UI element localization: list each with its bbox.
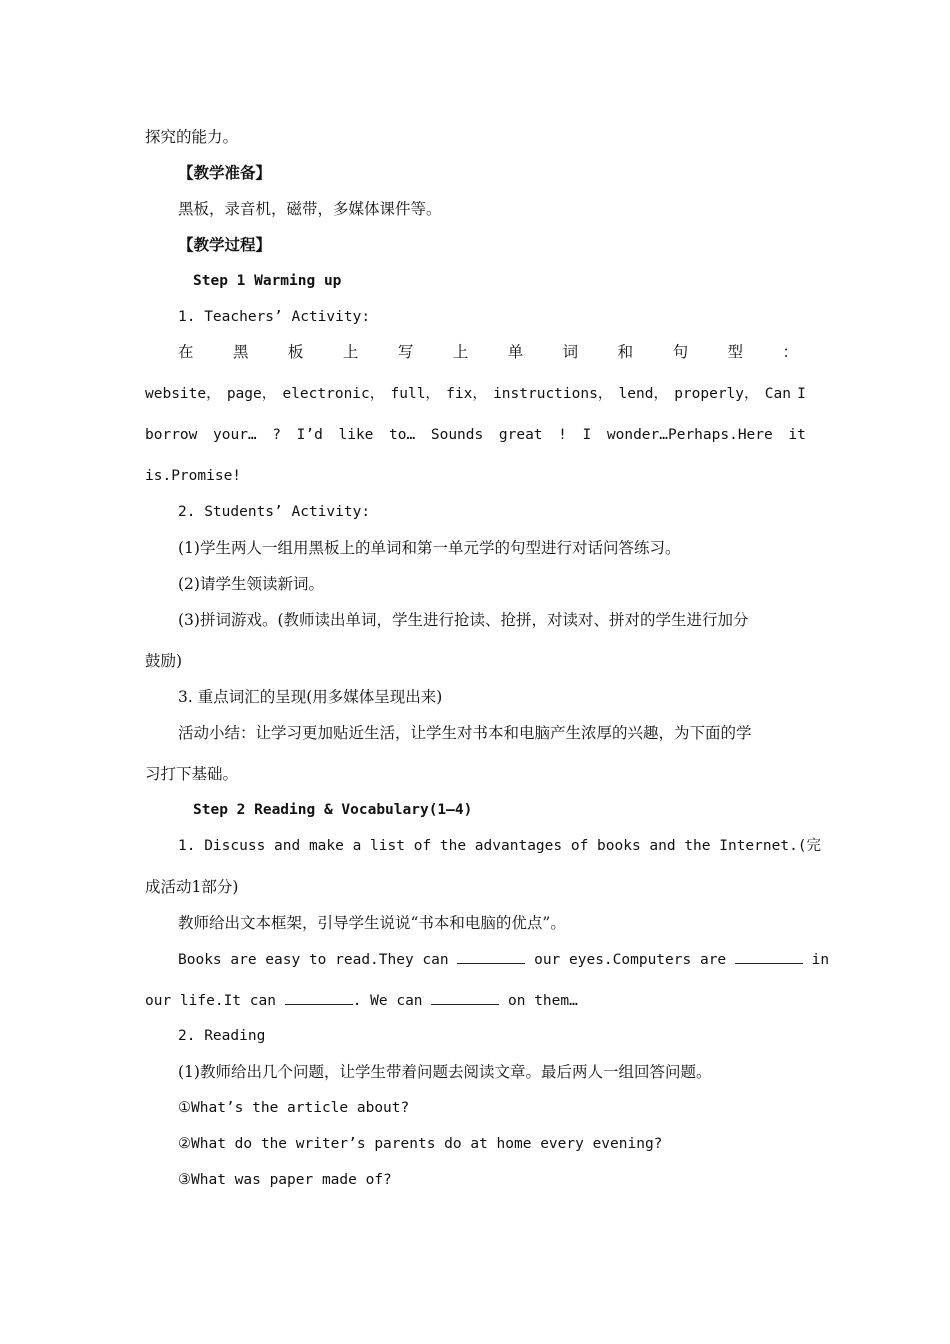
step2-item-reading: 2. Reading bbox=[178, 1028, 266, 1044]
step1-item-teachers: 1. Teachers’ Activity: bbox=[178, 309, 371, 325]
board-sentences-end: is.Promise! bbox=[145, 468, 242, 484]
step2-teacher-frame: 教师给出文本框架，引导学生说说“书本和电脑的优点”。 bbox=[178, 914, 566, 932]
word: ? bbox=[272, 427, 282, 443]
fill-blank[interactable] bbox=[735, 949, 803, 964]
fill-blank[interactable] bbox=[431, 990, 499, 1005]
paragraph-ability: 探究的能力。 bbox=[145, 128, 239, 146]
word: Sounds bbox=[430, 427, 484, 443]
word: instructions， bbox=[493, 386, 613, 402]
word: full， bbox=[390, 386, 440, 402]
students-activity-3-end: 鼓励) bbox=[145, 652, 183, 670]
word: borrow bbox=[145, 427, 198, 443]
step1-summary: 活动小结：让学习更加贴近生活，让学生对书本和电脑产生浓厚的兴趣，为下面的学 bbox=[178, 724, 752, 742]
word: I bbox=[797, 386, 806, 402]
fill-frame-line-1 bbox=[178, 949, 829, 970]
word: lend， bbox=[618, 386, 668, 402]
prep-text: 黑板，录音机，磁带，多媒体课件等。 bbox=[178, 200, 442, 218]
word: like bbox=[338, 427, 374, 443]
word: it bbox=[788, 427, 806, 443]
board-char: 句 bbox=[672, 343, 689, 361]
board-char: 板 bbox=[287, 343, 304, 361]
step1-summary-end: 习打下基础。 bbox=[145, 765, 239, 783]
question-2: ②What do the writer’s parents do at home every evening? bbox=[178, 1136, 663, 1152]
fill-frame-line-2 bbox=[145, 990, 578, 1011]
board-char: 上 bbox=[452, 343, 469, 361]
students-activity-3: (3)拼词游戏。(教师读出单词，学生进行抢读、抢拼，对读对、拼对的学生进行加分 bbox=[178, 611, 749, 629]
question-1: ①What’s the article about? bbox=[178, 1100, 410, 1116]
step1-item-students: 2. Students’ Activity: bbox=[178, 504, 371, 520]
board-sentences-line bbox=[145, 425, 806, 445]
frame-text: our life.It can bbox=[145, 993, 276, 1009]
board-char: 上 bbox=[342, 343, 359, 361]
board-char: 黑 bbox=[232, 343, 249, 361]
word: page， bbox=[226, 386, 277, 402]
word: electronic， bbox=[282, 386, 385, 402]
word: wonder…Perhaps.Here bbox=[606, 427, 773, 443]
frame-text: in bbox=[811, 952, 830, 968]
process-heading: 【教学过程】 bbox=[178, 235, 272, 254]
board-char: 词 bbox=[562, 343, 579, 361]
students-activity-2: (2)请学生领读新词。 bbox=[178, 575, 324, 593]
board-char: 和 bbox=[617, 343, 634, 361]
frame-text: . We can bbox=[352, 993, 423, 1009]
frame-text: Books are easy to read.They can bbox=[178, 952, 449, 968]
board-words-line bbox=[145, 384, 806, 404]
frame-text: on them… bbox=[508, 993, 578, 1009]
word: your… bbox=[213, 427, 257, 443]
students-activity-1: (1)学生两人一组用黑板上的单词和第一单元学的句型进行对话问答练习。 bbox=[178, 539, 681, 557]
board-char: 型 bbox=[727, 343, 744, 361]
board-char: 单 bbox=[507, 343, 524, 361]
board-char: ： bbox=[782, 343, 798, 361]
word: ! bbox=[558, 427, 567, 443]
step2-title: Step 2 Reading & Vocabulary(1—4) bbox=[193, 802, 473, 818]
board-char: 写 bbox=[397, 343, 414, 361]
word: I’d bbox=[296, 427, 323, 443]
frame-text: our eyes.Computers are bbox=[534, 952, 727, 968]
prep-heading: 【教学准备】 bbox=[178, 163, 272, 182]
fill-blank[interactable] bbox=[457, 949, 525, 964]
fill-blank[interactable] bbox=[285, 990, 353, 1005]
word: to… bbox=[389, 427, 416, 443]
word: I bbox=[582, 427, 592, 443]
step2-item-discuss-end: 成活动1部分) bbox=[145, 878, 239, 896]
word: Can bbox=[764, 386, 791, 402]
word: properly， bbox=[674, 386, 759, 402]
board-intro-line bbox=[178, 342, 798, 362]
word: website， bbox=[145, 386, 221, 402]
step1-item-vocab: 3. 重点词汇的呈现(用多媒体呈现出来) bbox=[178, 688, 443, 706]
step1-title: Step 1 Warming up bbox=[193, 273, 342, 289]
board-char: 在 bbox=[178, 343, 194, 361]
reading-instruction: (1)教师给出几个问题，让学生带着问题去阅读文章。最后两人一组回答问题。 bbox=[178, 1063, 712, 1081]
question-3: ③What was paper made of? bbox=[178, 1172, 392, 1188]
word: great bbox=[498, 427, 543, 443]
word: fix， bbox=[446, 386, 487, 402]
step2-item-discuss: 1. Discuss and make a list of the advantages of books and the Internet.(完 bbox=[178, 838, 822, 854]
